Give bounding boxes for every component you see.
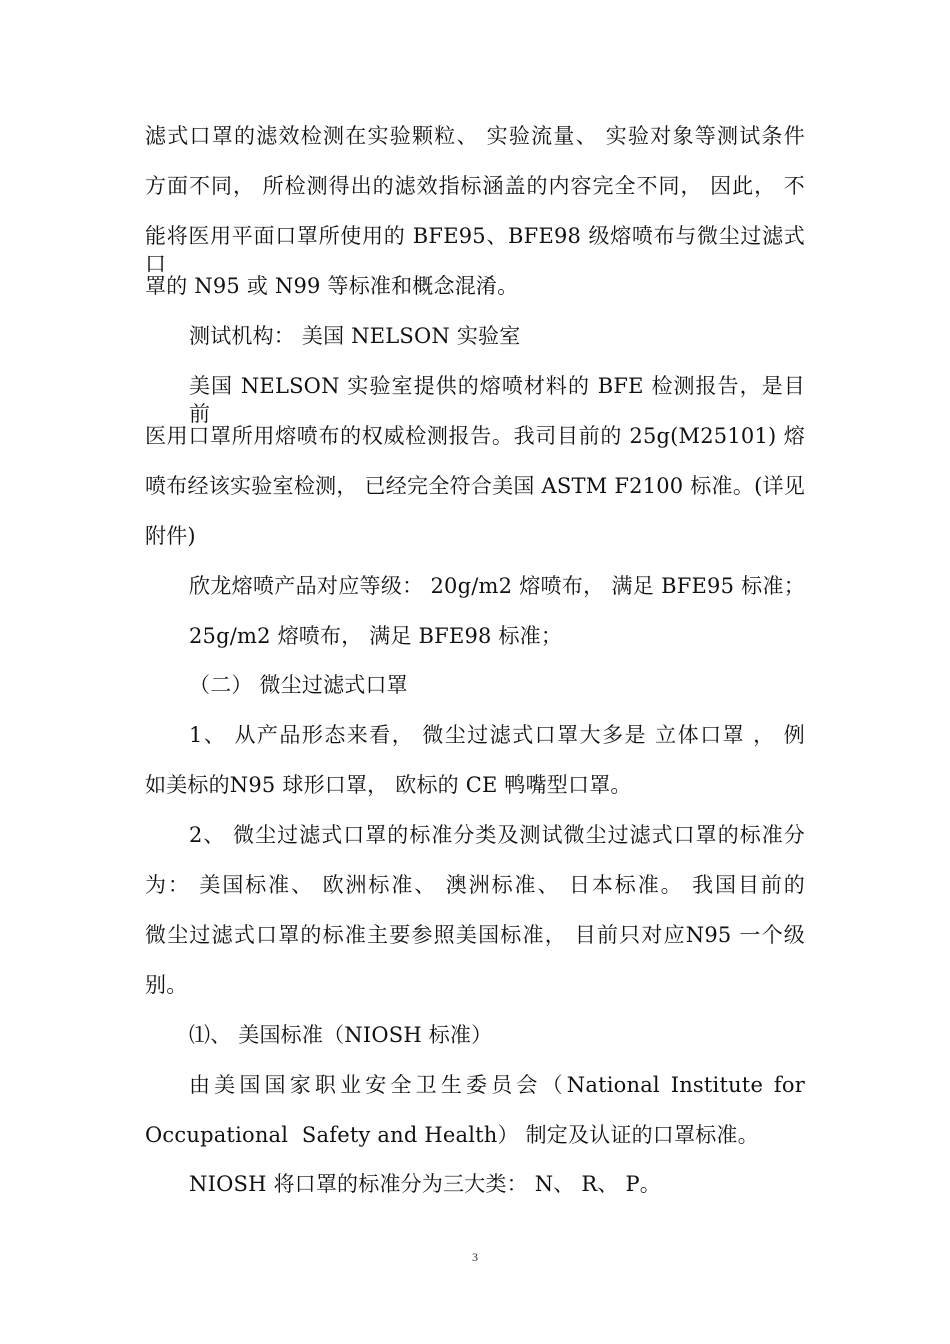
paragraph-line: 美国 NELSON 实验室提供的熔喷材料的 BFE 检测报告，是目前 (189, 374, 805, 426)
paragraph-line: Occupational Safety and Health） 制定及认证的口罩标准。 (145, 1123, 759, 1147)
page-number: 3 (472, 1250, 478, 1264)
paragraph-line: 25g/m2 熔喷布， 满足 BFE98 标准； (189, 624, 563, 648)
paragraph-line: 微尘过滤式口罩的标准主要参照美国标准， 目前只对应N95 一个级 (145, 923, 805, 947)
paragraph-line: 罩的 N95 或 N99 等标准和概念混淆。 (145, 274, 519, 298)
paragraph-line: 喷布经该实验室检测， 已经完全符合美国 ASTM F2100 标准。(详见 (145, 474, 805, 498)
paragraph-line: 方面不同， 所检测得出的滤效指标涵盖的内容完全不同， 因此， 不 (145, 174, 805, 198)
paragraph-line: 为： 美国标准、 欧洲标准、 澳洲标准、 日本标准。 我国目前的 (145, 873, 805, 897)
paragraph-line: 滤式口罩的滤效检测在实验颗粒、 实验流量、 实验对象等测试条件 (145, 124, 805, 148)
paragraph-line: 如美标的N95 球形口罩， 欧标的 CE 鸭嘴型口罩。 (145, 773, 632, 797)
paragraph-line: 欣龙熔喷产品对应等级： 20g/m2 熔喷布， 满足 BFE95 标准； (189, 574, 805, 598)
paragraph-line: 医用口罩所用熔喷布的权威检测报告。我司目前的 25g(M25101) 熔 (145, 424, 805, 448)
paragraph-line: 1、 从产品形态来看， 微尘过滤式口罩大多是 立体口罩 ， 例 (189, 723, 805, 747)
paragraph-line: 别。 (145, 973, 188, 997)
paragraph-line: 由美国国家职业安全卫生委员会（National Institute for (189, 1073, 805, 1097)
section-heading: （二） 微尘过滤式口罩 (189, 673, 408, 697)
paragraph-line: NIOSH 将口罩的标准分为三大类： N、 R、 P。 (189, 1172, 662, 1196)
testing-agency-line: 测试机构： 美国 NELSON 实验室 (189, 324, 521, 348)
subsection-heading: ⑴、 美国标准（NIOSH 标准） (189, 1023, 493, 1047)
paragraph-line: 附件) (145, 524, 196, 548)
paragraph-line: 2、 微尘过滤式口罩的标准分类及测试微尘过滤式口罩的标准分 (189, 823, 805, 847)
paragraph-line: 能将医用平面口罩所使用的 BFE95、BFE98 级熔喷布与微尘过滤式口 (145, 224, 805, 276)
